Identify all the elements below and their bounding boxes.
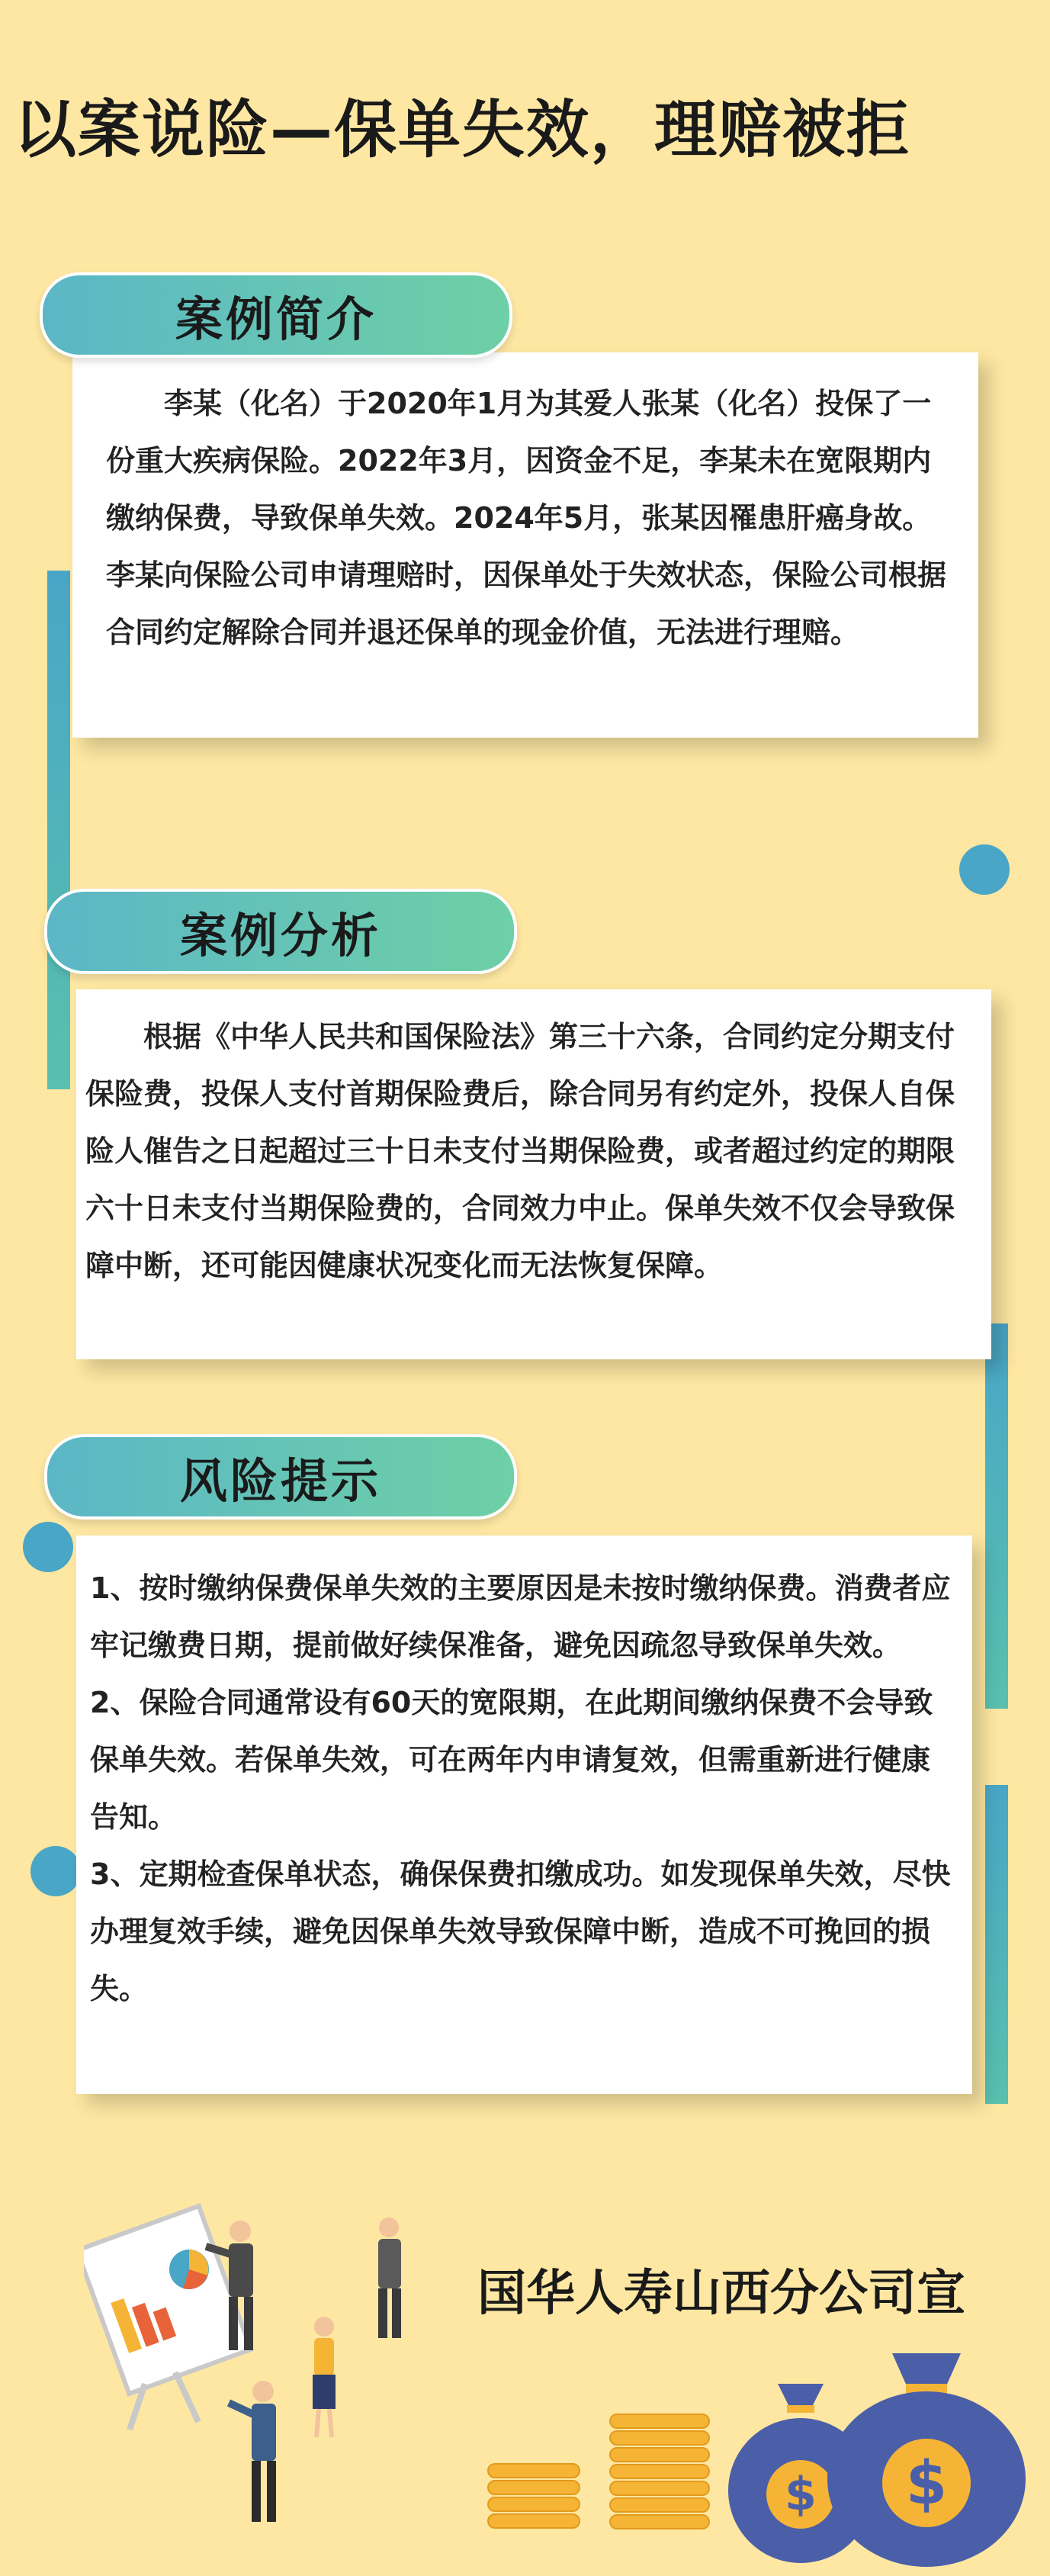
decor-dot-left-1 <box>23 1522 73 1572</box>
case-intro-heading <box>40 272 512 358</box>
case-analysis-heading-label: 案例分析 <box>179 907 381 963</box>
money-bag-large <box>827 2353 1026 2567</box>
decor-bar-left-1 <box>47 571 70 1089</box>
man-bottom-figure <box>229 2381 276 2522</box>
decor-bar-right-1 <box>985 1323 1008 1709</box>
case-analysis-heading <box>44 889 517 974</box>
page-title: 以案说险—保单失效，理赔被拒 <box>14 94 911 166</box>
presentation-illustration <box>84 2178 442 2544</box>
case-intro-heading-label: 案例简介 <box>175 291 377 347</box>
risk-tips-heading <box>44 1434 517 1520</box>
decor-bar-right-2 <box>985 1785 1008 2104</box>
risk-tip-2: 2、保险合同通常设有60天的宽限期，在此期间缴纳保费不会导致保单失效。若保单失效，可在两年内申请复效，但需重新进行健康告知。 <box>90 1686 933 1834</box>
woman-figure <box>313 2317 336 2437</box>
presentation-board-icon <box>84 2206 251 2430</box>
case-analysis-text: 根据《中华人民共和国保险法》第三十六条，合同约定分期支付保险费，投保人支付首期保险费后，除合同另有约定外，投保人自保险人催告之日起超过三十日未支付当期保险费，或者超过约定的期限六十日未支付当期保险费的，合同效力中止。保单失效不仅会导致保障中断，还可能因健康状况变化而无法恢复保障。 <box>85 1020 955 1282</box>
coin-stack-icon <box>480 2410 724 2540</box>
case-intro-text: 李某（化名）于2020年1月为其爱人张某（化名）投保了一份重大疾病保险。2022年3月，因资金不足，李某未在宽限期内缴纳保费，导致保单失效。2024年5月，张某因罹患肝癌身故。李某向保险公司申请理赔时，因保单处于失效状态，保险公司根据合同约定解除合同并退还保单的现金价值，无法进行理赔。 <box>106 387 947 649</box>
risk-tip-1: 1、按时缴纳保费保单失效的主要原因是未按时缴纳保费。消费者应牢记缴费日期，提前做好续保准备，避免因疏忽导致保单失效。 <box>90 1571 951 1662</box>
decor-dot-left-2 <box>31 1846 81 1896</box>
man-right-figure <box>378 2217 401 2338</box>
case-analysis-card <box>76 989 991 1359</box>
money-bag-icon <box>724 2346 1045 2567</box>
risk-tips-card <box>76 1536 972 2094</box>
dollar-sign-large: $ <box>905 2449 948 2518</box>
footer-org: 国华人寿山西分公司宣 <box>477 2266 965 2322</box>
risk-tips-heading-label: 风险提示 <box>179 1452 381 1509</box>
case-intro-card <box>72 352 978 738</box>
risk-tip-3: 3、定期检查保单状态，确保保费扣缴成功。如发现保单失效，尽快办理复效手续，避免因保单失效导致保障中断，造成不可挽回的损失。 <box>90 1857 951 2005</box>
decor-dot-right <box>959 844 1010 895</box>
dollar-sign-small: $ <box>785 2468 817 2521</box>
